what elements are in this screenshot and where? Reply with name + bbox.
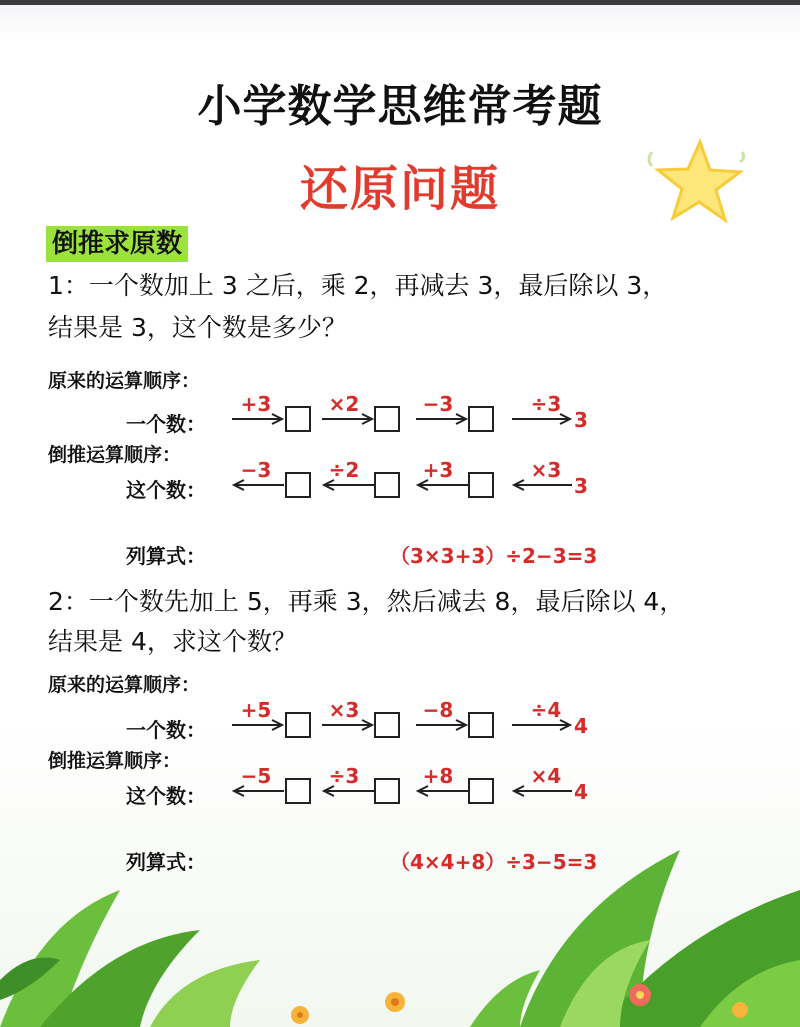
p2-backward-start: 4 bbox=[574, 780, 588, 804]
right-arrow-icon bbox=[232, 413, 284, 425]
problem-1-formula: （3×3+3）÷2−3=3 bbox=[390, 544, 598, 568]
problem-1-backward-row-label: 这个数： bbox=[126, 478, 206, 502]
problem-2-formula-label: 列算式： bbox=[126, 850, 206, 874]
p1-forward-op-3: −3 bbox=[422, 392, 454, 416]
problem-1-formula-label: 列算式： bbox=[126, 544, 206, 568]
left-arrow-icon bbox=[322, 479, 374, 491]
right-arrow-icon bbox=[416, 413, 468, 425]
top-bar bbox=[0, 0, 800, 5]
problem-2-backward-label: 倒推运算顺序： bbox=[48, 750, 182, 772]
left-arrow-icon bbox=[416, 785, 468, 797]
p2-backward-op-1: −5 bbox=[240, 764, 272, 788]
p1-forward-op-1: +3 bbox=[240, 392, 272, 416]
p1-forward-op-4: ÷3 bbox=[530, 392, 562, 416]
answer-box bbox=[374, 778, 400, 804]
problem-1-forward-row-label: 一个数： bbox=[126, 412, 206, 436]
problem-2-forward-label: 原来的运算顺序： bbox=[48, 674, 201, 696]
p2-forward-op-2: ×3 bbox=[328, 698, 360, 722]
problem-2-formula: （4×4+8）÷3−5=3 bbox=[390, 850, 598, 874]
page-title: 小学数学思维常考题 bbox=[197, 81, 603, 132]
answer-box bbox=[285, 406, 311, 432]
left-arrow-icon bbox=[232, 785, 284, 797]
answer-box bbox=[468, 472, 494, 498]
plant-decoration-icon bbox=[0, 830, 800, 1027]
right-arrow-icon bbox=[512, 413, 572, 425]
answer-box bbox=[285, 712, 311, 738]
p2-forward-op-1: +5 bbox=[240, 698, 272, 722]
p1-forward-op-2: ×2 bbox=[328, 392, 360, 416]
problem-1-backward-label: 倒推运算顺序： bbox=[48, 444, 182, 466]
p1-backward-start: 3 bbox=[574, 474, 588, 498]
p1-backward-op-2: ÷2 bbox=[328, 458, 360, 482]
right-arrow-icon bbox=[232, 719, 284, 731]
left-arrow-icon bbox=[232, 479, 284, 491]
right-arrow-icon bbox=[322, 719, 374, 731]
p2-backward-op-3: +8 bbox=[422, 764, 454, 788]
problem-2-backward-row-label: 这个数： bbox=[126, 784, 206, 808]
answer-box bbox=[468, 406, 494, 432]
right-arrow-icon bbox=[322, 413, 374, 425]
p1-forward-result: 3 bbox=[574, 408, 588, 432]
p1-backward-op-1: −3 bbox=[240, 458, 272, 482]
p1-backward-op-4: ×3 bbox=[530, 458, 562, 482]
left-arrow-icon bbox=[416, 479, 468, 491]
p2-forward-op-4: ÷4 bbox=[530, 698, 562, 722]
star-icon bbox=[642, 132, 752, 232]
p1-backward-op-3: +3 bbox=[422, 458, 454, 482]
problem-2-forward-row-label: 一个数： bbox=[126, 718, 206, 742]
answer-box bbox=[374, 712, 400, 738]
problem-1-forward-label: 原来的运算顺序： bbox=[48, 370, 201, 392]
answer-box bbox=[285, 472, 311, 498]
right-arrow-icon bbox=[512, 719, 572, 731]
left-arrow-icon bbox=[512, 479, 572, 491]
right-arrow-icon bbox=[416, 719, 468, 731]
left-arrow-icon bbox=[512, 785, 572, 797]
section-heading: 倒推求原数 bbox=[46, 226, 188, 262]
p2-backward-op-4: ×4 bbox=[530, 764, 562, 788]
page-subtitle: 还原问题 bbox=[299, 161, 500, 217]
problem-2-line-2: 结果是 4，求这个数？ bbox=[48, 627, 297, 656]
answer-box bbox=[285, 778, 311, 804]
p2-backward-op-2: ÷3 bbox=[328, 764, 360, 788]
answer-box bbox=[468, 712, 494, 738]
left-arrow-icon bbox=[322, 785, 374, 797]
problem-2-line-1: 2：一个数先加上 5，再乘 3，然后减去 8，最后除以 4， bbox=[48, 587, 685, 616]
problem-1-line-1: 1：一个数加上 3 之后，乘 2，再减去 3，最后除以 3， bbox=[48, 271, 668, 300]
answer-box bbox=[374, 406, 400, 432]
answer-box bbox=[468, 778, 494, 804]
p2-forward-result: 4 bbox=[574, 714, 588, 738]
answer-box bbox=[374, 472, 400, 498]
problem-1-line-2: 结果是 3，这个数是多少？ bbox=[48, 313, 347, 342]
p2-forward-op-3: −8 bbox=[422, 698, 454, 722]
